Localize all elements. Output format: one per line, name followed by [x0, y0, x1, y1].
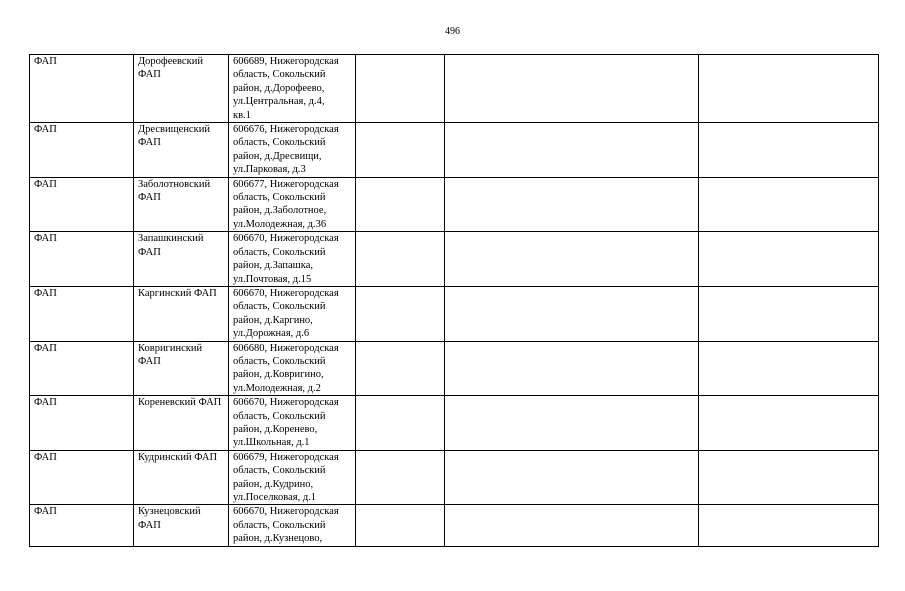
- empty-cell: [356, 286, 445, 341]
- empty-cell: [699, 396, 879, 451]
- empty-cell: [699, 123, 879, 178]
- table-row: [30, 396, 879, 451]
- name-cell: Кореневский ФАП: [134, 396, 229, 451]
- empty-cell: [356, 123, 445, 178]
- name-cell: Кузнецовский ФАП: [134, 505, 229, 546]
- type-cell: ФАП: [30, 123, 134, 178]
- empty-cell: [445, 232, 699, 287]
- empty-cell: [445, 177, 699, 232]
- empty-cell: [445, 286, 699, 341]
- empty-cell: [356, 55, 445, 123]
- table-row: [30, 123, 879, 178]
- table-row: [30, 341, 879, 396]
- table-row: [30, 286, 879, 341]
- type-cell: ФАП: [30, 55, 134, 123]
- name-cell: Заболотновский ФАП: [134, 177, 229, 232]
- empty-cell: [356, 505, 445, 546]
- empty-cell: [699, 450, 879, 505]
- empty-cell: [699, 55, 879, 123]
- address-cell: 606670, Нижегородская область, Сокольский район, д.Коренево, ул.Школьная, д.1: [229, 396, 356, 451]
- address-cell: 606679, Нижегородская область, Сокольский район, д.Кудрино, ул.Поселковая, д.1: [229, 450, 356, 505]
- empty-cell: [356, 450, 445, 505]
- type-cell: ФАП: [30, 177, 134, 232]
- fap-table: [29, 54, 879, 547]
- empty-cell: [356, 232, 445, 287]
- empty-cell: [445, 341, 699, 396]
- address-cell: 606670, Нижегородская область, Сокольский район, д.Запашка, ул.Почтовая, д.15: [229, 232, 356, 287]
- page-number: 496: [445, 26, 460, 37]
- name-cell: Запашкинский ФАП: [134, 232, 229, 287]
- empty-cell: [356, 341, 445, 396]
- empty-cell: [356, 396, 445, 451]
- address-cell: 606689, Нижегородская область, Сокольский район, д.Дорофеево, ул.Центральная, д.4, кв.1: [229, 55, 356, 123]
- table-row: [30, 177, 879, 232]
- name-cell: Дресвищенский ФАП: [134, 123, 229, 178]
- empty-cell: [445, 55, 699, 123]
- table-row: [30, 232, 879, 287]
- name-cell: Каргинский ФАП: [134, 286, 229, 341]
- empty-cell: [699, 341, 879, 396]
- empty-cell: [699, 177, 879, 232]
- name-cell: Дорофеевский ФАП: [134, 55, 229, 123]
- empty-cell: [356, 177, 445, 232]
- type-cell: ФАП: [30, 505, 134, 546]
- address-cell: 606676, Нижегородская область, Сокольский район, д.Дресвищи, ул.Парковая, д.3: [229, 123, 356, 178]
- type-cell: ФАП: [30, 450, 134, 505]
- table-row: [30, 55, 879, 123]
- table-row: [30, 505, 879, 546]
- empty-cell: [699, 232, 879, 287]
- type-cell: ФАП: [30, 341, 134, 396]
- type-cell: ФАП: [30, 396, 134, 451]
- empty-cell: [699, 286, 879, 341]
- address-cell: 606670, Нижегородская область, Сокольский район, д.Каргино, ул.Дорожная, д.6: [229, 286, 356, 341]
- address-cell: 606680, Нижегородская область, Сокольский район, д.Ковригино, ул.Молодежная, д.2: [229, 341, 356, 396]
- address-cell: 606677, Нижегородская область, Сокольский район, д.Заболотное, ул.Молодежная, д.36: [229, 177, 356, 232]
- empty-cell: [445, 396, 699, 451]
- type-cell: ФАП: [30, 286, 134, 341]
- address-cell: 606670, Нижегородская область, Сокольский район, д.Кузнецово,: [229, 505, 356, 546]
- empty-cell: [445, 450, 699, 505]
- name-cell: Ковригинский ФАП: [134, 341, 229, 396]
- name-cell: Кудринский ФАП: [134, 450, 229, 505]
- empty-cell: [445, 505, 699, 546]
- table-row: [30, 450, 879, 505]
- empty-cell: [445, 123, 699, 178]
- empty-cell: [699, 505, 879, 546]
- type-cell: ФАП: [30, 232, 134, 287]
